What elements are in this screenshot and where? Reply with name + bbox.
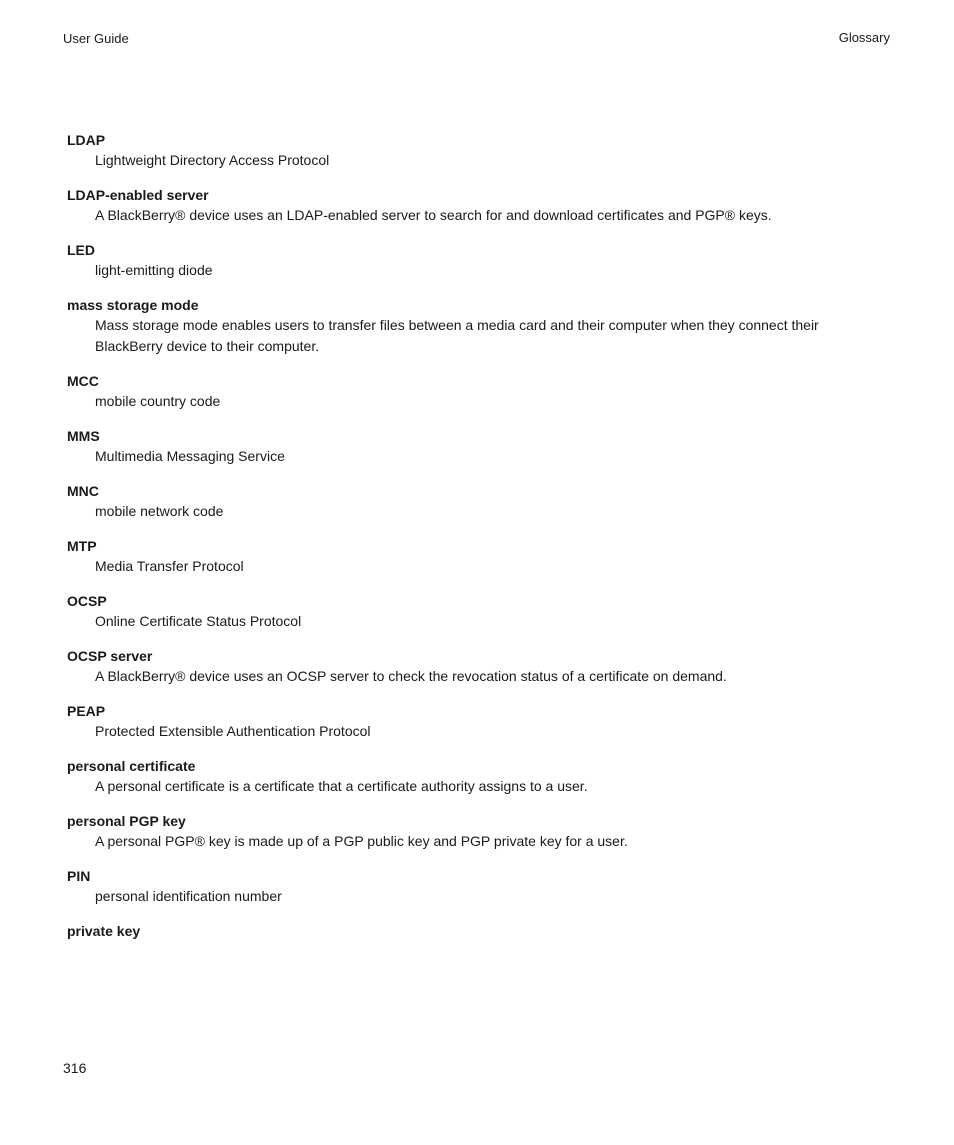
glossary-entry — [67, 811, 867, 852]
glossary-definition: light-emitting diode — [95, 262, 213, 278]
glossary-term: personal certificate — [67, 758, 196, 774]
glossary-term: LED — [67, 242, 95, 258]
glossary-term: MNC — [67, 483, 99, 499]
glossary-definition: personal identification number — [95, 888, 282, 904]
glossary-entry — [67, 426, 867, 467]
glossary-entry — [67, 866, 867, 907]
glossary-entry — [67, 701, 867, 742]
glossary-term: MCC — [67, 373, 99, 389]
glossary-entry — [67, 591, 867, 632]
glossary-term: OCSP — [67, 593, 107, 609]
glossary-definition: Media Transfer Protocol — [95, 558, 244, 574]
glossary-definition: Multimedia Messaging Service — [95, 448, 285, 464]
glossary-entry — [67, 646, 867, 687]
glossary-definition: Lightweight Directory Access Protocol — [95, 152, 330, 168]
glossary-definition: Protected Extensible Authentication Protocol — [95, 723, 371, 739]
page-number: 316 — [63, 1060, 87, 1076]
glossary-entry — [67, 756, 867, 797]
glossary-definition: Mass storage mode enables users to transfer files between a media card and their computer when they connect their BlackBerry device to their computer. — [95, 317, 819, 354]
glossary-definition: A personal certificate is a certificate that a certificate authority assigns to a user. — [95, 778, 588, 794]
glossary-term: LDAP-enabled server — [67, 187, 209, 203]
glossary-entry — [67, 536, 867, 577]
glossary-list — [67, 130, 867, 955]
glossary-entry — [67, 481, 867, 522]
glossary-term: personal PGP key — [67, 813, 186, 829]
glossary-term: mass storage mode — [67, 297, 199, 313]
glossary-definition: Online Certificate Status Protocol — [95, 613, 302, 629]
glossary-term: LDAP — [67, 132, 106, 148]
glossary-definition: A BlackBerry® device uses an LDAP-enabled server to search for and download certificates and PGP® keys. — [95, 207, 772, 223]
glossary-definition: A personal PGP® key is made up of a PGP public key and PGP private key for a user. — [95, 833, 628, 849]
glossary-term: PEAP — [67, 703, 106, 719]
glossary-entry — [67, 240, 867, 281]
glossary-entry — [67, 185, 867, 226]
running-header-title: User Guide — [63, 31, 129, 46]
glossary-definition: A BlackBerry® device uses an OCSP server to check the revocation status of a certificate on demand. — [95, 668, 727, 684]
glossary-term: OCSP server — [67, 648, 153, 664]
glossary-entry — [67, 921, 867, 941]
glossary-term: MTP — [67, 538, 97, 554]
glossary-definition: mobile country code — [95, 393, 221, 409]
glossary-term: MMS — [67, 428, 100, 444]
glossary-term: PIN — [67, 868, 91, 884]
glossary-entry — [67, 371, 867, 412]
running-header-section: Glossary — [838, 30, 890, 45]
glossary-term: private key — [67, 923, 141, 939]
glossary-entry — [67, 130, 867, 171]
glossary-definition: mobile network code — [95, 503, 224, 519]
glossary-entry — [67, 295, 867, 357]
